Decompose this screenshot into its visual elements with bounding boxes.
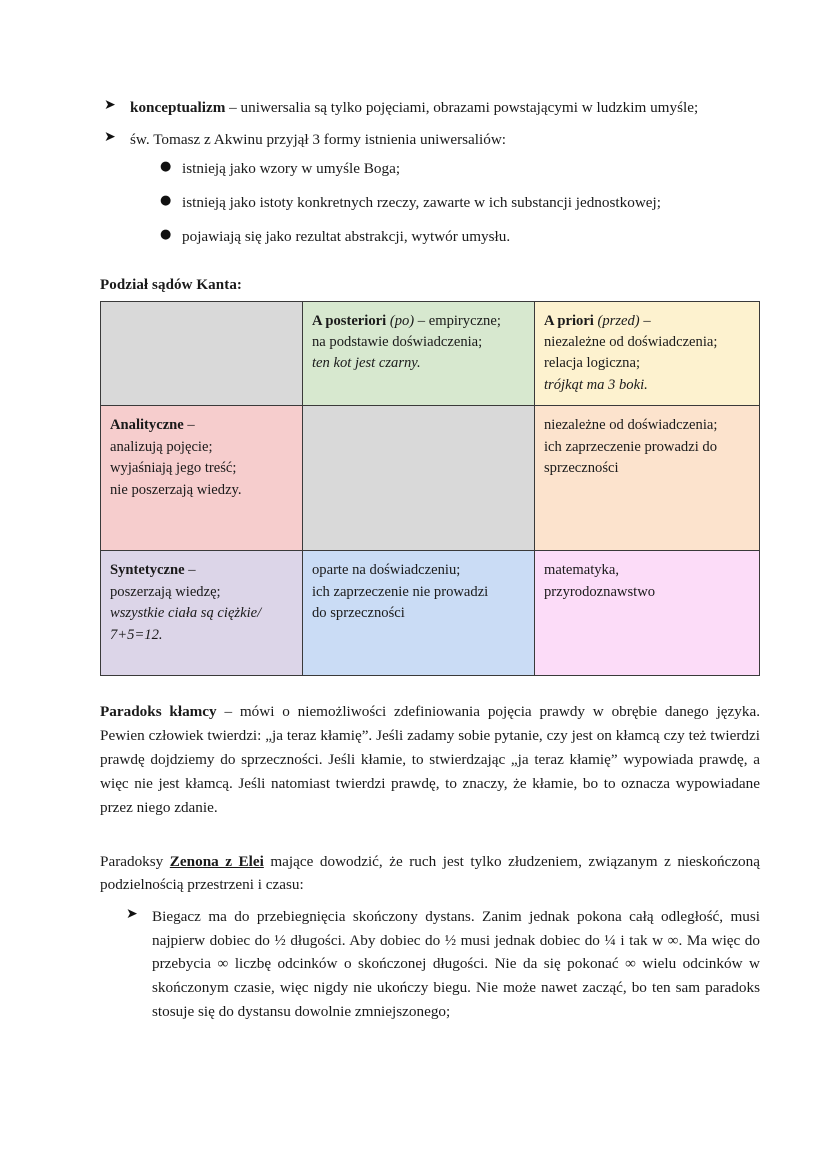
dot-bullet-icon: ● (160, 226, 172, 242)
table-cell-line: A posteriori (po) – empiryczne; (312, 312, 501, 329)
list-item (152, 158, 760, 181)
zeno-name: Zenona z Elei (169, 852, 264, 870)
table-cell-line: niezależne od doświadczenia; (544, 334, 718, 351)
table-cell-line: 7+5=12. (110, 626, 163, 643)
list-item-text: istnieją jako istoty konkretnych rzeczy, zawarte w ich substancji jednostkowej; (182, 193, 661, 211)
nested-list-wrapper (152, 158, 760, 248)
liar-paradox-body: – mówi o niemożliwości zdefiniowania pojęcia prawdy w obrębie danego języka. Pewien człowiek twierdzi: „ja teraz kłamię”. Jeśli zadamy sobie pytanie, czy jest on kłamcą czy też twierdzi prawdę dojdziemy do sprzeczności. Jeśli kłamie, to stwierdzając „ja teraz kłamię” wypowiada prawdę, a więc nie jest kłamcą. Jeśli natomiast twierdzi prawdę, to znaczy, że kłamie, bo to oznacza wypowiadane przez niego zdanie. (100, 703, 760, 816)
list-item (152, 192, 760, 215)
list-item-text: św. Tomasz z Akwinu przyjął 3 formy istnienia uniwersaliów: (130, 131, 507, 149)
zeno-intro-paragraph (100, 850, 760, 898)
list-item (100, 905, 760, 1023)
table-cell-empty-corner (101, 301, 303, 406)
table-cell-line: nie poszerzają wiedzy. (110, 481, 242, 498)
table-cell-line: Analityczne – (110, 417, 195, 434)
table-cell-analytic-posteriori (303, 406, 535, 551)
table-cell-line: oparte na doświadczeniu; (312, 562, 461, 579)
table-cell-synthetic-label (101, 551, 303, 676)
table-cell-line: niezależne od doświadczenia; (544, 417, 718, 434)
dot-bullet-icon: ● (160, 192, 172, 208)
universals-list (100, 96, 760, 249)
table-cell-line: analizują pojęcie; (110, 438, 213, 455)
list-item (100, 96, 760, 119)
liar-paradox-paragraph (100, 700, 760, 819)
table-cell-synthetic-priori (535, 551, 760, 676)
table-cell-line: ich zaprzeczenie prowadzi do (544, 438, 717, 455)
kant-judgements-table (100, 301, 760, 677)
table-cell-line: do sprzeczności (312, 605, 405, 622)
document-content (100, 96, 760, 1023)
list-item-text: pojawiają się jako rezultat abstrakcji, wytwór umysłu. (182, 227, 511, 245)
table-cell-line: ich zaprzeczenie nie prowadzi (312, 583, 489, 600)
liar-paradox-term: Paradoks kłamcy (100, 703, 217, 721)
zeno-paradox-list (100, 905, 760, 1023)
aquinas-forms-list (152, 158, 760, 248)
arrow-bullet-icon: ➤ (104, 129, 116, 146)
table-cell-a-posteriori (303, 301, 535, 406)
table-row (101, 406, 760, 551)
zeno-intro-pre: Paradoksy (100, 852, 170, 870)
table-row (101, 301, 760, 406)
table-cell-analytic-label (101, 406, 303, 551)
table-cell-line: relacja logiczna; (544, 355, 641, 372)
table-cell-line: poszerzają wiedzę; (110, 583, 221, 600)
table-cell-line: trójkąt ma 3 boki. (544, 376, 648, 393)
dot-bullet-icon: ● (160, 159, 172, 175)
list-item-term: konceptualizm (130, 99, 226, 116)
zeno-intro-post: mające dowodzić, że ruch jest tylko złudzeniem, związanym z nieskończoną podzielnością przestrzeni i czasu: (100, 852, 760, 894)
table-cell-line: Syntetyczne – (110, 562, 196, 579)
table-heading: Podział sądów Kanta: (100, 276, 243, 293)
table-cell-line: ten kot jest czarny. (312, 355, 421, 372)
table-cell-line: przyrodoznawstwo (544, 583, 656, 600)
list-item-text: – uniwersalia są tylko pojęciami, obrazami powstającymi w ludzkim umyśle; (225, 99, 699, 116)
arrow-bullet-icon: ➤ (104, 97, 116, 113)
table-cell-analytic-priori (535, 406, 760, 551)
list-item-text: Biegacz ma do przebiegnięcia skończony dystans. Zanim jednak pokona całą odległość, musi najpierw dobiec do ½ długości. Aby dobiec do ½ musi jednak dobiec do ¼ i tak w ∞. Ma więc do przebycia ∞ liczbę odcinków o skończonej długości. Nie da się pokonać ∞ wielu odcinków w skończonym czasie, więc nigdy nie ukończy biegu. Nie może nawet zacząć, bo ten sam paradoks stosuje się do dystansu dowolnie zmniejszonego; (152, 908, 760, 1020)
table-cell-line: wyjaśniają jego treść; (110, 460, 237, 477)
table-cell-synthetic-posteriori (303, 551, 535, 676)
table-cell-line: na podstawie doświadczenia; (312, 334, 483, 351)
arrow-bullet-icon: ➤ (126, 906, 138, 923)
table-cell-line: matematyka, (544, 562, 619, 579)
table-row (101, 551, 760, 676)
table-cell-line: wszystkie ciała są ciężkie/ (110, 605, 262, 622)
list-item (152, 226, 760, 249)
list-item (100, 128, 760, 248)
table-cell-line: sprzeczności (544, 460, 619, 477)
table-cell-a-priori (535, 301, 760, 406)
table-cell-line: A priori (przed) – (544, 312, 651, 329)
list-item-text: istnieją jako wzory w umyśle Boga; (182, 160, 401, 178)
